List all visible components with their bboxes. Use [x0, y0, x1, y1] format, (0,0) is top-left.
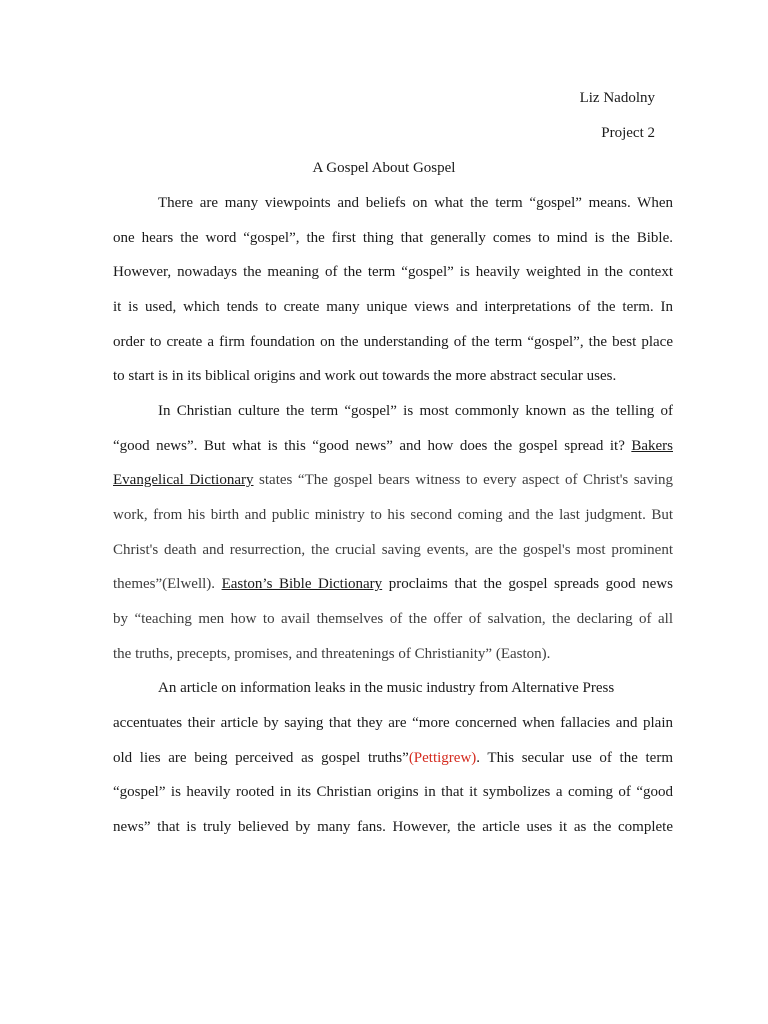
paragraph-line: old lies are being perceived as gospel truths”(Pettigrew). This secular use of the term: [113, 750, 673, 766]
document-title: A Gospel About Gospel: [312, 160, 456, 176]
paragraph-line: order to create a firm foundation on the understanding of the term “gospel”, the best place: [113, 334, 673, 350]
paragraph-line: However, nowadays the meaning of the term “gospel” is heavily weighted in the context: [113, 264, 673, 280]
author-name: Liz Nadolny: [579, 90, 655, 106]
paragraph-line: accentuates their article by saying that they are “more concerned when fallacies and plain: [113, 715, 673, 731]
paragraph-line: Evangelical Dictionary states “The gospel bears witness to every aspect of Christ's saving: [113, 472, 673, 488]
paragraph-line: Christ's death and resurrection, the crucial saving events, are the gospel's most prominent: [113, 542, 673, 558]
citation-link: Easton’s Bible Dictionary: [221, 576, 383, 592]
citation-link: Bakers: [631, 438, 673, 454]
paragraph-line: “gospel” is heavily rooted in its Christian origins in that it symbolizes a coming of “good: [113, 784, 673, 800]
paragraph-line: There are many viewpoints and beliefs on what the term “gospel” means. When: [158, 195, 673, 211]
paragraph-line: An article on information leaks in the music industry from Alternative Press: [158, 680, 615, 696]
paragraph-line: In Christian culture the term “gospel” is most commonly known as the telling of: [158, 403, 673, 419]
citation-pettigrew: (Pettigrew): [408, 750, 477, 766]
paragraph-line: by “teaching men how to avail themselves of the offer of salvation, the declaring of all: [113, 611, 673, 627]
paragraph-line: to start is in its biblical origins and work out towards the more abstract secular uses.: [113, 368, 617, 384]
paragraph-line: it is used, which tends to create many unique views and interpretations of the term. In: [113, 299, 673, 315]
paragraph-line: one hears the word “gospel”, the first thing that generally comes to mind is the Bible.: [113, 230, 673, 246]
paragraph-line: themes”(Elwell). Easton’s Bible Dictionary proclaims that the gospel spreads good news: [113, 576, 673, 592]
paragraph-line: “good news”. But what is this “good news” and how does the gospel spread it? Bakers: [113, 438, 673, 454]
paragraph-line: the truths, precepts, promises, and threatenings of Christianity” (Easton).: [113, 646, 551, 662]
paragraph-line: work, from his birth and public ministry to his second coming and the last judgment. But: [113, 507, 673, 523]
paragraph-line: news” that is truly believed by many fans. However, the article uses it as the complete: [113, 819, 673, 835]
project-label: Project 2: [601, 125, 655, 141]
citation-link: Evangelical Dictionary: [113, 472, 254, 488]
